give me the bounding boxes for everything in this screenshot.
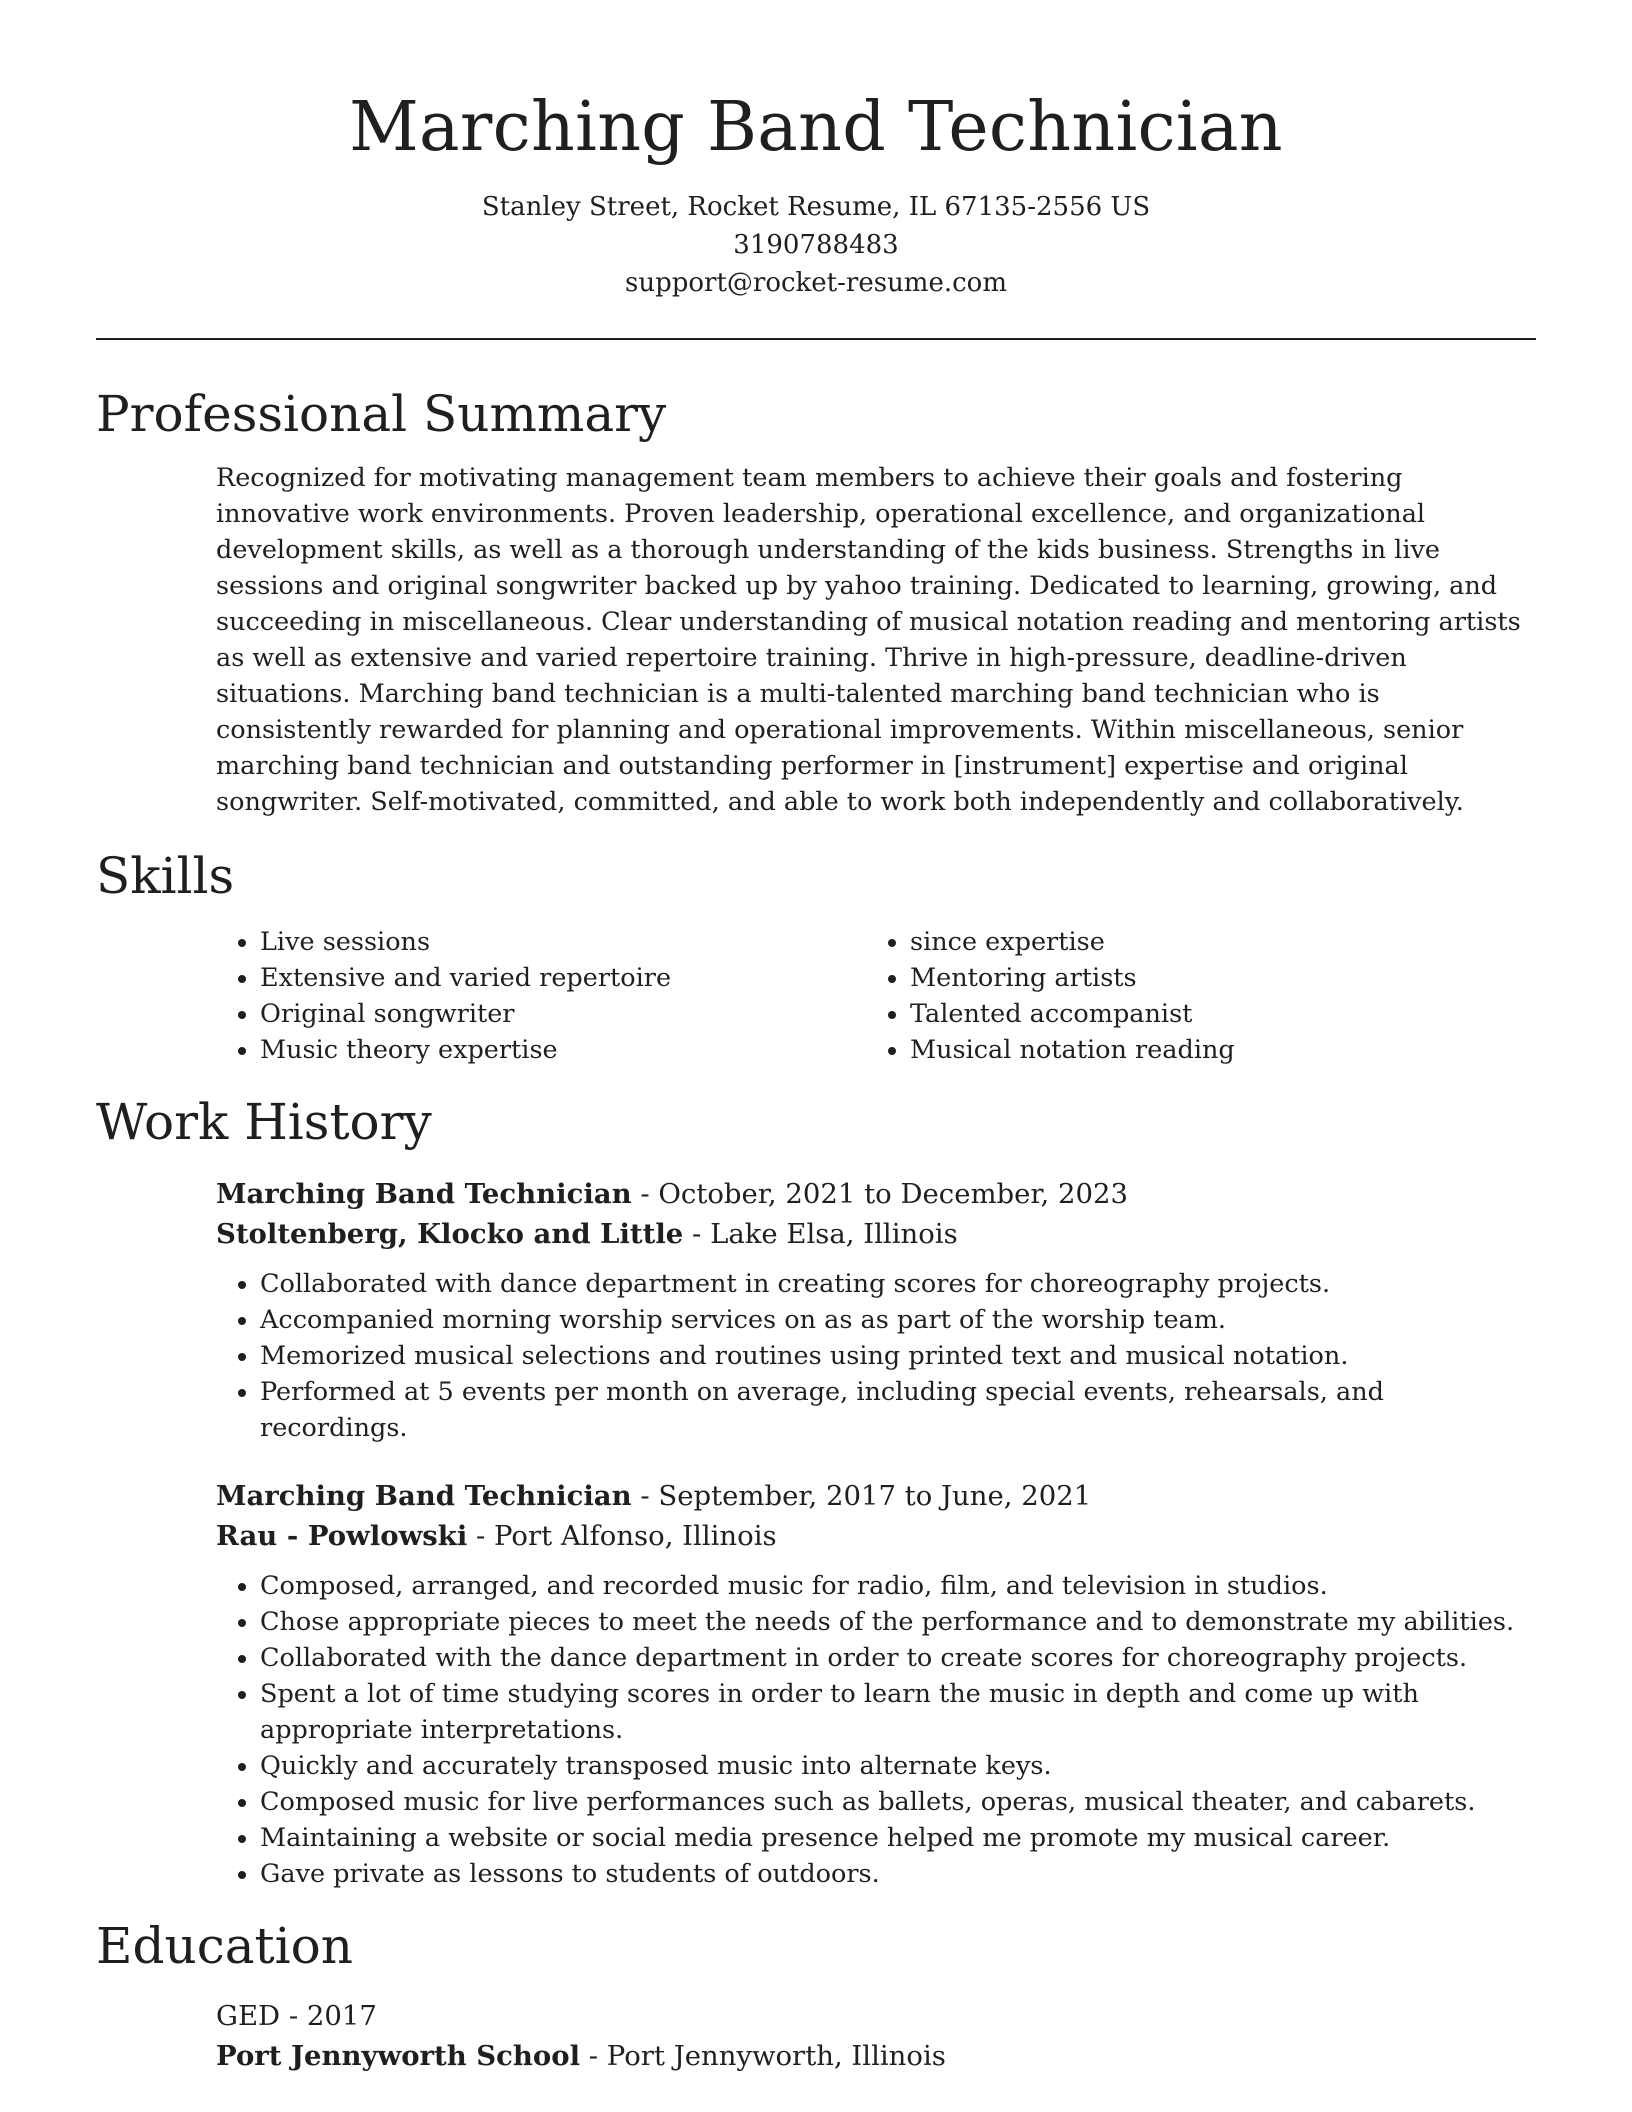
job-bullet: • Memorized musical selections and routines using printed text and musical notation. bbox=[260, 1338, 1536, 1374]
job-bullet: • Performed at 5 events per month on average, including special events, rehearsals, and recordings. bbox=[260, 1374, 1536, 1446]
skills-column-left bbox=[216, 924, 866, 1068]
candidate-name: Marching Band Technician bbox=[349, 88, 1283, 167]
contact-address: Stanley Street, Rocket Resume, IL 67135-2556 US bbox=[481, 192, 1151, 222]
job-company: Rau - Powlowski bbox=[216, 1520, 468, 1552]
resume-page bbox=[96, 0, 1536, 2112]
job-dates: - October, 2021 to December, 2023 bbox=[631, 1178, 1129, 1210]
job-bullets bbox=[216, 1266, 1536, 1446]
header-divider bbox=[96, 338, 1536, 340]
job-bullet: • Gave private as lessons to students of outdoors. bbox=[260, 1856, 1536, 1892]
job-bullets bbox=[216, 1568, 1536, 1892]
job-company-line bbox=[216, 1516, 1536, 1556]
job-bullet: • Spent a lot of time studying scores in order to learn the music in depth and come up with appropriate interpretations. bbox=[260, 1676, 1536, 1748]
job-bullet: • Collaborated with the dance department in order to create scores for choreography projects. bbox=[260, 1640, 1536, 1676]
skills-column-right bbox=[866, 924, 1516, 1068]
job-title-line bbox=[216, 1174, 1536, 1214]
job-title-line bbox=[216, 1476, 1536, 1516]
education-location: - Port Jennyworth, Illinois bbox=[580, 2040, 946, 2072]
education-degree: GED bbox=[216, 2000, 281, 2032]
section-title-work-history: Work History bbox=[96, 1093, 432, 1151]
education-year: - 2017 bbox=[280, 2000, 377, 2032]
section-title-summary: Professional Summary bbox=[96, 385, 667, 443]
skill-item: • since expertise bbox=[910, 924, 1516, 960]
skill-item: • Original songwriter bbox=[260, 996, 866, 1032]
contact-block bbox=[96, 188, 1536, 302]
education-entry bbox=[216, 1996, 1536, 2076]
job-role: Marching Band Technician bbox=[216, 1178, 632, 1210]
section-title-skills: Skills bbox=[96, 847, 235, 905]
job-bullet: • Composed music for live performances such as ballets, operas, musical theater, and cabarets. bbox=[260, 1784, 1536, 1820]
job-bullet: • Accompanied morning worship services on as as part of the worship team. bbox=[260, 1302, 1536, 1338]
job-company-line bbox=[216, 1214, 1536, 1254]
job-bullet: • Collaborated with dance department in creating scores for choreography projects. bbox=[260, 1266, 1536, 1302]
skill-item: • Talented accompanist bbox=[910, 996, 1516, 1032]
contact-email: support@rocket-resume.com bbox=[624, 268, 1007, 298]
contact-phone: 3190788483 bbox=[733, 230, 899, 260]
job-dates: - September, 2017 to June, 2021 bbox=[631, 1480, 1092, 1512]
job-entry bbox=[216, 1476, 1536, 1892]
resume-header bbox=[96, 0, 1536, 302]
section-title-education: Education bbox=[96, 1917, 353, 1975]
skill-item: • Music theory expertise bbox=[260, 1032, 866, 1068]
skill-item: • Mentoring artists bbox=[910, 960, 1516, 996]
summary-text: Recognized for motivating management team members to achieve their goals and fostering innovative work environments. Proven leadership, operational excellence, and organizational development skills, as well as a thorough understanding of the kids business. Strengths in live sessions and original songwriter backed up by yahoo training. Dedicated to learning, growing, and succeeding in miscellaneous. Clear understanding of musical notation reading and mentoring artists as well as extensive and varied repertoire training. Thrive in high-pressure, deadline-driven situations. Marching band technician is a multi-talented marching band technician who is consistently rewarded for planning and operational improvements. Within miscellaneous, senior marching band technician and outstanding performer in [instrument] expertise and original songwriter. Self-motivated, committed, and able to work both independently and collaboratively. bbox=[216, 463, 1521, 817]
job-location: - Lake Elsa, Illinois bbox=[683, 1218, 958, 1250]
education-school: Port Jennyworth School bbox=[216, 2040, 581, 2072]
skill-item: • Extensive and varied repertoire bbox=[260, 960, 866, 996]
job-bullet: • Composed, arranged, and recorded music for radio, film, and television in studios. bbox=[260, 1568, 1536, 1604]
job-bullet: • Quickly and accurately transposed music into alternate keys. bbox=[260, 1748, 1536, 1784]
job-role: Marching Band Technician bbox=[216, 1480, 632, 1512]
job-location: - Port Alfonso, Illinois bbox=[467, 1520, 777, 1552]
skill-item: • Musical notation reading bbox=[910, 1032, 1516, 1068]
job-bullet: • Chose appropriate pieces to meet the needs of the performance and to demonstrate my abilities. bbox=[260, 1604, 1536, 1640]
education-school-line bbox=[216, 2036, 1536, 2076]
job-bullet: • Maintaining a website or social media presence helped me promote my musical career. bbox=[260, 1820, 1536, 1856]
skills-list bbox=[216, 924, 1536, 1068]
job-company: Stoltenberg, Klocko and Little bbox=[216, 1218, 684, 1250]
education-degree-line bbox=[216, 1996, 1536, 2036]
job-entry bbox=[216, 1174, 1536, 1446]
skill-item: • Live sessions bbox=[260, 924, 866, 960]
